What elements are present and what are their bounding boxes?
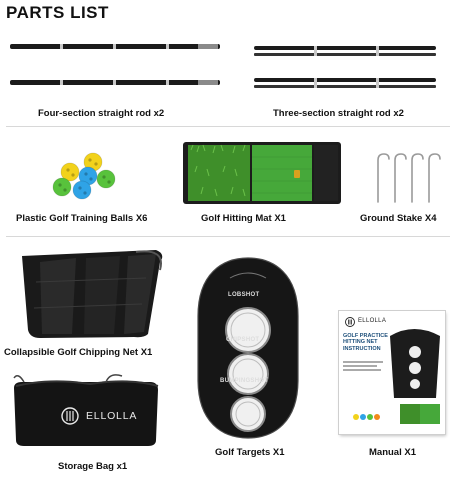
chipping-net-label: Collapsible Golf Chipping Net X1 xyxy=(4,347,153,358)
golf-balls-image xyxy=(48,152,120,200)
storage-bag-brand: ELLOLLA xyxy=(86,410,138,422)
manual-subtext-line xyxy=(343,369,381,371)
manual-brand: ELLOLLA xyxy=(358,318,387,324)
ground-stakes-label: Ground Stake X4 xyxy=(360,213,437,224)
three-section-rod-label: Three-section straight rod x2 xyxy=(273,108,404,119)
manual-heading: GOLF PRACTICE HITTING NET INSTRUCTION xyxy=(343,333,388,352)
manual-label: Manual X1 xyxy=(369,447,416,458)
three-section-rod-image xyxy=(252,40,440,90)
ground-stakes-image xyxy=(372,152,442,204)
manual-subtext-line xyxy=(343,361,383,363)
manual-subtext-line xyxy=(343,365,377,367)
target-bumpingshot-text: BUMPINGSHOT xyxy=(220,378,269,384)
divider xyxy=(6,126,450,127)
page-title: PARTS LIST xyxy=(6,3,109,22)
manual-balls-photo xyxy=(352,412,382,422)
target-chipshot-text: CHIPSHOT xyxy=(226,337,260,343)
four-section-rod-label: Four-section straight rod x2 xyxy=(38,108,165,119)
chipping-net-image xyxy=(16,242,166,340)
target-lobshot-text: LOBSHOT xyxy=(228,292,260,298)
manual-brand-icon xyxy=(344,316,356,328)
hitting-mat-image xyxy=(183,142,343,206)
manual-product-photo xyxy=(386,322,442,430)
four-section-rod-image xyxy=(8,36,223,96)
golf-targets-label: Golf Targets X1 xyxy=(215,447,285,458)
golf-targets-image xyxy=(196,256,300,440)
hitting-mat-label: Golf Hitting Mat X1 xyxy=(201,213,286,224)
divider xyxy=(6,236,450,237)
storage-bag-label: Storage Bag x1 xyxy=(58,461,128,472)
golf-balls-label: Plastic Golf Training Balls X6 xyxy=(16,213,148,224)
